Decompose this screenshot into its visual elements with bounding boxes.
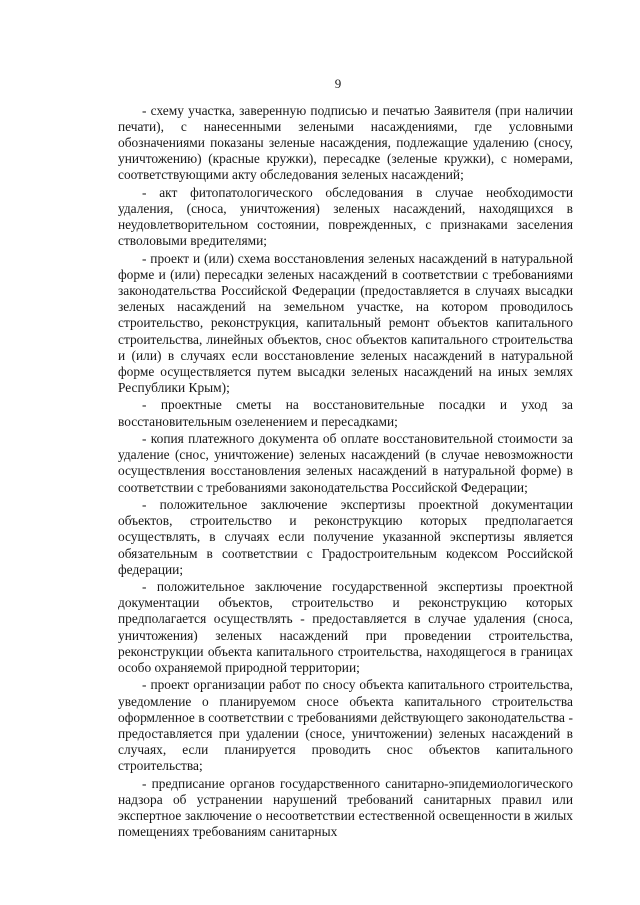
paragraph-state-expertise: - положительное заключение государственной экспертизы проектной документации объектов, строительство и реконструкцию которых предполагается осуществлять - предоставляется в случае удаления (сноса, уничтожения) зеленых насаждений при проведении строительства, реконструкции объекта капитального строительства, находящегося в границах особо охраняемой природной территории;: [118, 579, 573, 675]
paragraph-project-estimates: - проектные сметы на восстановительные посадки и уход за восстановительным озеленением и пересадками;: [118, 397, 573, 429]
paragraph-payment-copy: - копия платежного документа об оплате восстановительной стоимости за удаление (снос, уничтожение) зеленых насаждений (в случае невозможности осуществления восстановления зеленых насаждений в натуральной форме) в соответствии с требованиями законодательства Российской Федерации;: [118, 431, 573, 495]
paragraph-sanitary-order: - предписание органов государственного санитарно-эпидемиологического надзора об устранении нарушений требований санитарных правил или экспертное заключение о несоответствии естественной освещенности в жилых помещениях требованиям санитарных: [118, 775, 573, 839]
document-body: [118, 103, 573, 842]
paragraph-phytopathology-act: - акт фитопатологического обследования в случае необходимости удаления, (сноса, уничтожения) зеленых насаждений, находящихся в неудовлетворительном состоянии, поврежденных, с признаками заселения стволовыми вредителями;: [118, 185, 573, 249]
paragraph-restoration-project: - проект и (или) схема восстановления зеленых насаждений в натуральной форме и (или) пересадки зеленых насаждений в соответствии с требованиями законодательства Российской Федерации (предоставляется в случаях высадки зеленых насаждений на земельном участке, на котором проводилось строительство, реконструкция, капитальный ремонт объектов капитального строительства, линейных объектов, снос объектов капитального строительства и (или) в случаях если восстановление зеленых насаждений в натуральной форме осуществляется путем высадки зеленых насаждений на иных землях Республики Крым);: [118, 251, 573, 395]
paragraph-demolition-project: - проект организации работ по сносу объекта капитального строительства, уведомление о планируемом сносе объекта капитального строительства оформленное в соответствии с требованиями действующего законодательства - предоставляется при удалении (сносе, уничтожении) зеленых насаждений в случаях, если планируется проводить снос объектов капитального строительства;: [118, 677, 573, 773]
page-number: 9: [334, 76, 342, 91]
paragraph-expertise-conclusion: - положительное заключение экспертизы проектной документации объектов, строительство и реконструкцию которых предполагается осуществлять, в случаях если получение указанной экспертизы является обязательным в соответствии с Градостроительным кодексом Российской федерации;: [118, 497, 573, 577]
paragraph-site-scheme: - схему участка, заверенную подписью и печатью Заявителя (при наличии печати), с нанесенными зелеными насаждениями, где условными обозначениями показаны зеленые насаждения, подлежащие удалению (сносу, уничтожению) (красные кружки), пересадке (зеленые кружки), с номерами, соответствующими акту обследования зеленых насаждений;: [118, 103, 573, 183]
